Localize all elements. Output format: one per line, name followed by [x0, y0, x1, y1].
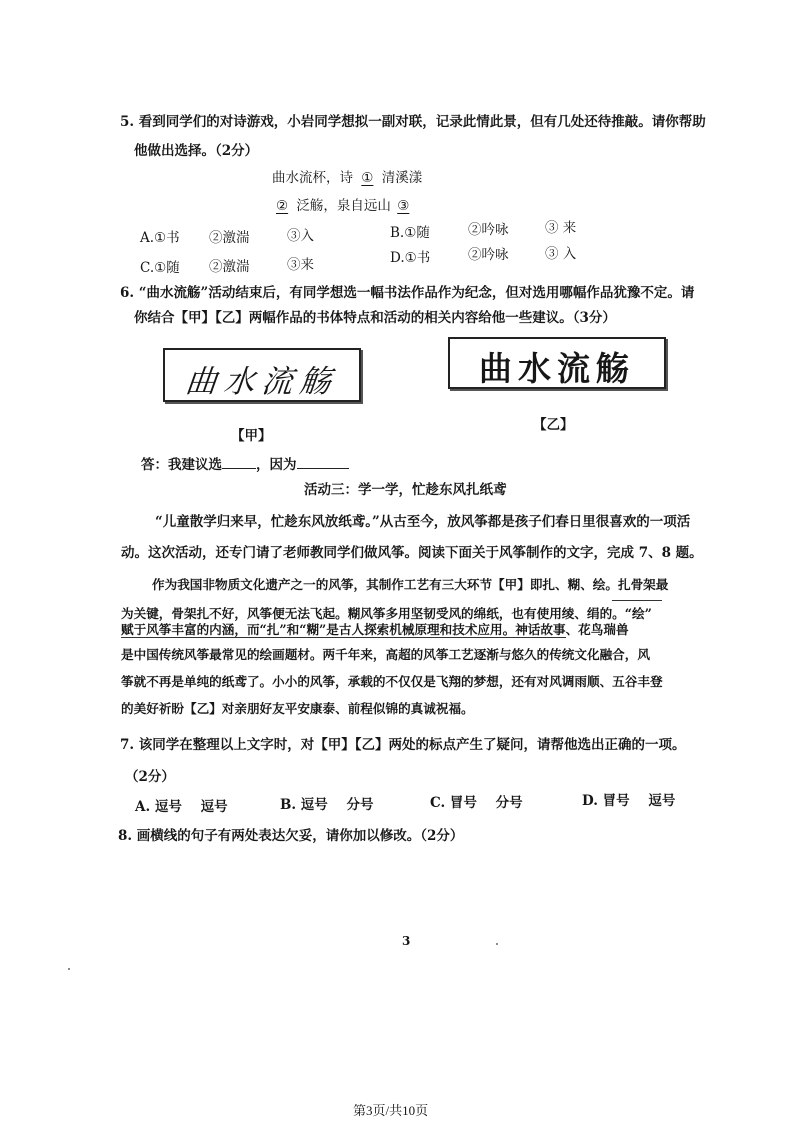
calligraphy-work-jia	[163, 348, 361, 402]
passage-line-3-tail: 神话故事、花鸟瑞兽	[515, 622, 629, 637]
passage-line-1: 作为我国非物质文化遗产之一的风筝，其制作工艺有三大环节【甲】即扎、糊、绘。扎骨架最	[152, 577, 669, 592]
q5-option-a-2: ②激湍	[209, 230, 250, 246]
q5-option-b-1: B.①随	[390, 225, 430, 241]
passage-line-2: 为关键，骨架扎不好，风筝便无法飞起。糊风筝多用坚韧受风的绵纸，也有使用绫、绢的。“绘”	[121, 606, 652, 621]
q5-option-d[interactable]	[390, 246, 430, 266]
label-jia: 【甲】	[231, 428, 272, 444]
q5-option-b-2: ②吟咏	[468, 222, 509, 238]
q5-option-d-2: ②吟咏	[468, 247, 509, 263]
passage-line-6: 的美好祈盼【乙】对亲朋好友平安康泰、前程似锦的真诚祝福。	[121, 701, 474, 716]
q6-answer-blank-choice[interactable]	[222, 455, 256, 469]
passage-line-4: 是中国传统风筝最常见的绘画题材。两千年来，高超的风筝工艺逐渐与悠久的传统文化融合，风	[121, 647, 650, 662]
q5-option-b[interactable]	[390, 221, 430, 241]
page-footer: 第3页/共10页	[353, 1103, 429, 1118]
q6-answer-line	[141, 453, 349, 473]
q7-stem-line1: 7. 该同学在整理以上文字时，对【甲】【乙】两处的标点产生了疑问，请帮他选出正确的一项。	[120, 737, 686, 753]
q5-option-a[interactable]	[140, 226, 180, 246]
q7-option-a-1: A. 逗号	[135, 799, 182, 815]
q7-stem-line2: （2分）	[125, 769, 175, 785]
q7-option-d-1: D. 冒号	[582, 793, 630, 809]
couplet2-blank2: ③	[397, 198, 410, 214]
q5-stem-line2: 他做出选择。（2分）	[134, 143, 259, 159]
q6-stem-line2: 你结合【甲】【乙】两幅作品的书体特点和活动的相关内容给他一些建议。（3分）	[134, 310, 616, 326]
q7-option-c[interactable]	[430, 791, 523, 811]
q6-answer-blank-reason[interactable]	[297, 455, 349, 469]
couplet1-text-a: 曲水流杯，诗	[272, 170, 353, 186]
couplet-line-1	[272, 166, 422, 186]
q5-option-c[interactable]	[140, 256, 180, 276]
calligraphy-yi-text: 曲水流觞	[479, 349, 635, 388]
q7-option-c-1: C. 冒号	[430, 795, 477, 811]
underline-mark-1	[612, 600, 662, 601]
q6-answer-prefix: 答：我建议选	[141, 457, 222, 473]
passage-line-5: 筝就不再是单纯的纸鸢了。小小的风筝，承载的不仅仅是飞翔的梦想，还有对风调雨顺、五谷丰登	[121, 674, 663, 689]
q5-option-b-3: ③ 来	[545, 220, 577, 236]
couplet2-text: 泛觞，泉自远山	[296, 198, 391, 214]
couplet1-text-b: 清溪漾	[381, 170, 423, 186]
page-number: 3	[402, 934, 411, 948]
couplet2-blank: ②	[276, 198, 289, 214]
underlined-sentence: 赋于风筝丰富的内涵，而“扎”和“糊”是古人探索机械原理和技术应用。	[121, 622, 516, 637]
passage-line-3	[121, 619, 629, 638]
couplet1-blank: ①	[361, 170, 374, 186]
q7-option-c-2: 分号	[495, 795, 523, 811]
q6-stem-line1: 6. “曲水流觞”活动结束后，有同学想选一幅书法作品作为纪念，但对选用哪幅作品犹豫不定。请	[120, 285, 695, 301]
q7-option-a-2: 逗号	[200, 799, 228, 815]
q5-option-c-3: ③来	[287, 257, 314, 273]
q5-option-c-2: ②激湍	[209, 259, 250, 275]
q5-option-d-1: D.①书	[390, 250, 431, 266]
q5-option-d-3: ③ 入	[545, 246, 577, 262]
q7-option-b[interactable]	[280, 793, 374, 813]
q7-option-d-2: 逗号	[648, 793, 676, 809]
label-yi: 【乙】	[533, 417, 574, 433]
calligraphy-jia-text: 曲水流觞	[183, 364, 340, 400]
calligraphy-work-yi	[448, 337, 666, 389]
scan-speck-2	[68, 968, 70, 970]
underline-mark-2	[121, 637, 566, 638]
couplet-line-2	[272, 194, 411, 214]
q5-option-a-1: A.①书	[140, 230, 180, 246]
q7-option-b-2: 分号	[346, 797, 374, 813]
q7-option-b-1: B. 逗号	[280, 797, 328, 813]
q8-stem: 8. 画横线的句子有两处表达欠妥，请你加以修改。（2分）	[118, 828, 464, 844]
q5-option-c-1: C.①随	[140, 260, 180, 276]
q7-option-d[interactable]	[582, 789, 675, 809]
activity3-title: 活动三：学一学，忙趁东风扎纸鸢	[304, 482, 507, 498]
activity3-intro-2: 动。这次活动，还专门请了老师教同学们做风筝。阅读下面关于风筝制作的文字，完成 7、8 题。	[121, 545, 703, 561]
activity3-intro-1: “儿童散学归来早，忙趁东风放纸鸢。”从古至今，放风筝都是孩子们春日里很喜欢的一项活	[155, 514, 691, 530]
q7-option-a[interactable]	[135, 795, 228, 815]
q5-option-a-3: ③入	[287, 228, 314, 244]
q6-answer-because: ，因为	[256, 457, 297, 473]
q5-stem-line1: 5. 看到同学们的对诗游戏，小岩同学想拟一副对联，记录此情此景，但有几处还待推敲。请你帮助	[120, 114, 706, 130]
scan-speck	[496, 943, 498, 945]
